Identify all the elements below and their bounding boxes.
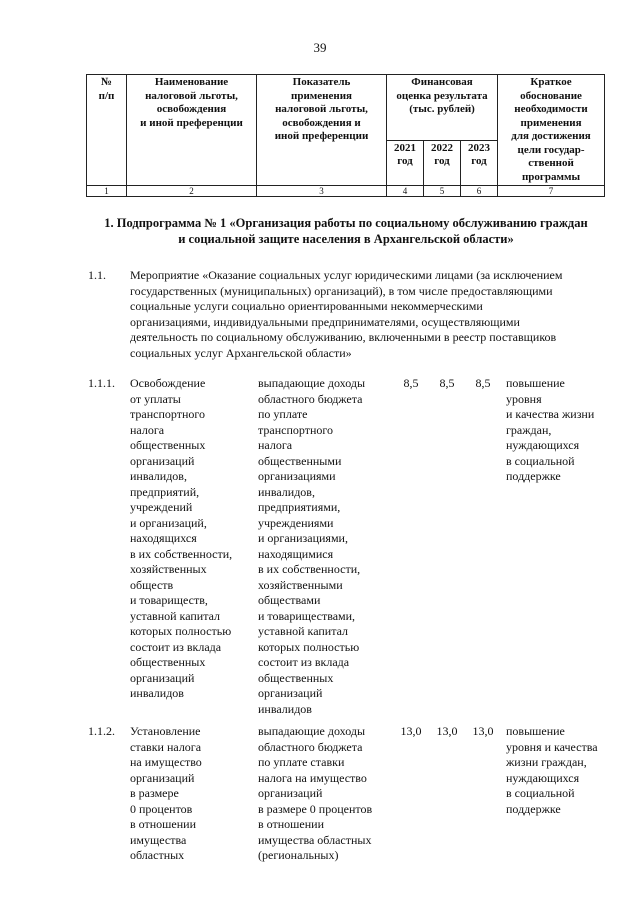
text-line: общественных: [258, 670, 334, 685]
text-line: организациями: [258, 469, 336, 483]
text-line: социальные услуги социально ориентированными некоммерческими: [130, 299, 483, 313]
text-line: которых полностью: [258, 639, 360, 654]
text-line: находящихся: [130, 531, 197, 545]
text-line: ственной: [528, 157, 574, 169]
header-col-name: [127, 75, 257, 186]
text-line: налоговой льготы,: [145, 89, 238, 102]
text-line: областных: [130, 848, 185, 862]
text-line: и организациями,: [258, 531, 348, 545]
header-year-2023: 2023 год: [461, 140, 498, 185]
text-line: в социальной: [506, 453, 575, 468]
text-line: освобождения и: [282, 116, 361, 129]
text-line: налоговой льготы,: [275, 103, 368, 115]
text-line: хозяйственных: [130, 562, 207, 576]
text-line: программы: [521, 170, 581, 183]
benefit-indicator: [258, 376, 398, 717]
text-line: имущества: [130, 832, 187, 847]
text-line: организациями, индивидуальными предпринимателями, осуществляющими: [130, 314, 520, 329]
benefit-name: [130, 724, 248, 864]
text-line: №: [100, 76, 113, 88]
text-line: инвалидов: [130, 686, 184, 700]
text-line: налога на имущество: [258, 770, 367, 785]
text-line: хозяйственными: [258, 577, 343, 592]
text-line: 1. Подпрограмма № 1 «Организация работы по социальному обслуживанию граждан: [104, 216, 588, 230]
text-line: обоснование: [520, 89, 582, 102]
text-line: инвалидов: [258, 701, 312, 716]
page-number: 39: [313, 40, 327, 55]
text-line: на имущество: [130, 755, 202, 769]
column-number: 6: [461, 186, 498, 197]
text-line: транспортного: [258, 422, 334, 437]
text-line: по уплате ставки: [258, 755, 345, 769]
text-line: деятельность по социальному обслуживанию, включенными в реестр поставщиков: [130, 330, 557, 344]
text-line: необходимости: [514, 103, 588, 115]
row-number: 1.1.2.: [88, 724, 115, 738]
text-line: применения: [290, 89, 352, 102]
column-number: 4: [387, 186, 424, 197]
text-line: уставной капитал: [130, 608, 221, 623]
header-col-num: [87, 75, 127, 186]
text-line: обществ: [130, 577, 174, 592]
text-line: для достижения: [511, 130, 591, 142]
benefit-justification: [506, 376, 608, 485]
text-line: (тыс. рублей): [409, 103, 475, 115]
text-line: областного бюджета: [258, 391, 363, 406]
text-line: нуждающихся: [506, 438, 580, 452]
text-line: государственных (муниципальных) организаций), в том числе предоставляющими: [130, 283, 553, 298]
text-line: предприятиями,: [258, 500, 341, 514]
text-line: п/п: [98, 89, 115, 102]
row-number: 1.1.1.: [88, 376, 115, 390]
text-line: иной преференции: [274, 130, 369, 142]
text-line: Наименование: [154, 76, 229, 88]
text-line: обществами: [258, 593, 321, 607]
measure-number: 1.1.: [88, 268, 106, 282]
header-col-financial: [387, 75, 498, 141]
text-line: организаций: [130, 670, 195, 685]
text-line: областного бюджета: [258, 739, 363, 754]
text-line: в отношении: [130, 817, 197, 831]
text-line: учреждений: [130, 500, 193, 514]
text-line: налога: [130, 422, 165, 437]
text-line: в размере: [130, 786, 179, 800]
text-line: и организаций,: [130, 515, 207, 530]
table-header: [86, 74, 605, 197]
text-line: уставной капитал: [258, 624, 349, 638]
text-line: учреждениями: [258, 515, 334, 530]
column-number: 7: [498, 186, 605, 197]
text-line: в отношении: [258, 817, 325, 831]
text-line: повышение: [506, 724, 565, 738]
text-line: социальных услуг Архангельской области»: [130, 345, 352, 360]
section-title: [86, 215, 606, 247]
text-line: и качества жизни: [506, 407, 595, 421]
text-line: и социальной защите населения в Архангельской области»: [178, 232, 514, 246]
column-number: 1: [87, 186, 127, 197]
text-line: Установление: [130, 724, 201, 738]
column-number: 5: [424, 186, 461, 197]
header-year-2022: 2022 год: [424, 140, 461, 185]
text-line: общественных: [130, 438, 206, 452]
text-line: по уплате: [258, 407, 308, 421]
text-line: жизни граждан,: [506, 755, 587, 769]
column-number: 3: [257, 186, 387, 197]
text-line: предприятий,: [130, 484, 200, 499]
text-line: имущества областных: [258, 832, 372, 847]
text-line: поддержке: [506, 469, 561, 483]
text-line: от уплаты: [130, 391, 181, 406]
header-year-2021: 2021 год: [387, 140, 424, 185]
text-line: выпадающие доходы: [258, 376, 366, 390]
value-2022: 13,0: [436, 724, 458, 738]
text-line: общественных: [130, 655, 206, 669]
value-2023: 13,0: [472, 724, 494, 738]
text-line: Краткое: [530, 76, 572, 88]
text-line: выпадающие доходы: [258, 724, 366, 738]
text-line: (региональных): [258, 848, 339, 862]
column-number: 2: [127, 186, 257, 197]
text-line: инвалидов,: [258, 484, 315, 499]
text-line: Финансовая: [411, 76, 473, 88]
value-2021: 13,0: [400, 724, 422, 738]
text-line: поддержке: [506, 801, 561, 816]
benefit-name: [130, 376, 248, 702]
text-line: и товариществами,: [258, 608, 356, 623]
text-line: освобождения: [156, 103, 227, 115]
text-line: применения: [520, 116, 582, 129]
benefit-indicator: [258, 724, 398, 864]
text-line: Освобождение: [130, 376, 206, 390]
header-col-justification: [498, 75, 605, 186]
text-line: состоит из вклада: [130, 639, 222, 654]
text-line: налога: [258, 438, 293, 452]
value-2022: 8,5: [439, 376, 455, 390]
text-line: в размере 0 процентов: [258, 801, 373, 816]
text-line: общественными: [258, 453, 342, 468]
text-line: и товариществ,: [130, 593, 208, 607]
text-line: уровня: [506, 391, 542, 406]
text-line: состоит из вклада: [258, 655, 350, 669]
text-line: организаций: [258, 786, 323, 800]
text-line: организаций: [258, 686, 323, 700]
text-line: ставки налога: [130, 739, 202, 754]
text-line: цели государ-: [517, 143, 585, 156]
text-line: уровня и качества: [506, 739, 598, 754]
text-line: оценка результата: [396, 89, 488, 102]
text-line: организаций: [130, 453, 195, 468]
text-line: Мероприятие «Оказание социальных услуг юридическими лицами (за исключением: [130, 268, 563, 282]
text-line: организаций: [130, 770, 195, 785]
text-line: 0 процентов: [130, 801, 193, 816]
text-line: повышение: [506, 376, 565, 390]
text-line: граждан,: [506, 422, 552, 437]
text-line: инвалидов,: [130, 469, 187, 483]
header-col-indicator: [257, 75, 387, 186]
text-line: нуждающихся: [506, 770, 580, 785]
value-2023: 8,5: [475, 376, 491, 390]
measure-text: [130, 268, 610, 361]
text-line: в их собственности,: [258, 562, 361, 576]
text-line: находящимися: [258, 546, 334, 561]
text-line: транспортного: [130, 407, 206, 421]
text-line: которых полностью: [130, 624, 232, 638]
value-2021: 8,5: [403, 376, 419, 390]
text-line: в социальной: [506, 786, 575, 800]
text-line: и иной преференции: [140, 116, 243, 129]
text-line: в их собственности,: [130, 546, 233, 561]
text-line: Показатель: [292, 76, 351, 88]
benefit-justification: [506, 724, 608, 817]
